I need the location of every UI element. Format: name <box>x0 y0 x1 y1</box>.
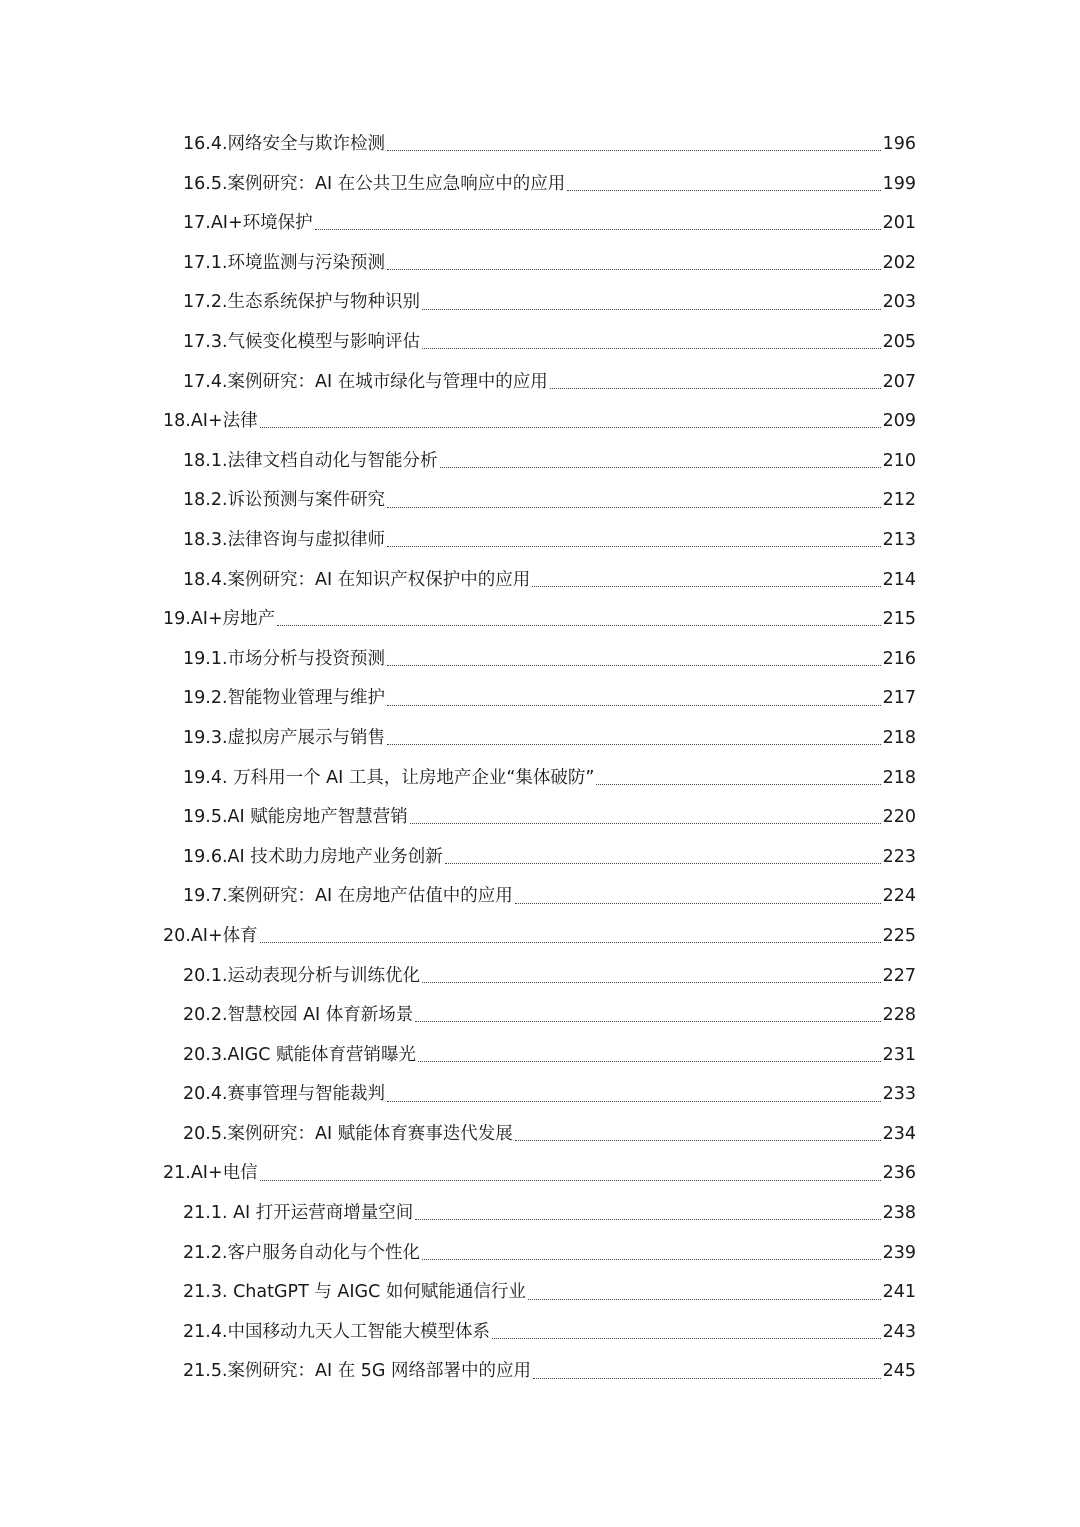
toc-entry-title: 20.AI+体育 <box>163 925 258 946</box>
toc-entry-page-number: 217 <box>882 688 916 709</box>
toc-entry-title: 20.1.运动表现分析与训练优化 <box>183 965 421 986</box>
toc-entry-title: 19.2.智能物业管理与维护 <box>183 688 386 709</box>
toc-entry-page-number: 241 <box>882 1282 916 1303</box>
toc-entry-page-number: 236 <box>882 1163 916 1184</box>
toc-entry-title: 18.AI+法律 <box>163 411 258 432</box>
toc-section-entry[interactable] <box>0 996 1080 1036</box>
toc-entry-page-number: 225 <box>882 925 916 946</box>
toc-entry-title: 20.2.智慧校园 AI 体育新场景 <box>183 1005 414 1026</box>
toc-section-entry[interactable] <box>0 165 1080 205</box>
dot-leader <box>387 1101 881 1102</box>
toc-section-entry[interactable] <box>0 1352 1080 1392</box>
toc-entry-page-number: 234 <box>882 1123 916 1144</box>
dot-leader <box>277 625 880 626</box>
toc-entry-page-number: 214 <box>882 569 916 590</box>
dot-leader <box>260 1180 881 1181</box>
toc-entry-title: 19.5.AI 赋能房地产智慧营销 <box>183 807 408 828</box>
toc-chapter-entry[interactable] <box>0 600 1080 640</box>
toc-section-entry[interactable] <box>0 877 1080 917</box>
toc-entry-title: 19.3.虚拟房产展示与销售 <box>183 727 386 748</box>
toc-entry-title: 21.2.客户服务自动化与个性化 <box>183 1242 421 1263</box>
toc-section-entry[interactable] <box>0 719 1080 759</box>
toc-section-entry[interactable] <box>0 244 1080 284</box>
dot-leader <box>596 784 880 785</box>
toc-section-entry[interactable] <box>0 1194 1080 1234</box>
dot-leader <box>260 427 881 428</box>
toc-entry-page-number: 210 <box>882 450 916 471</box>
toc-section-entry[interactable] <box>0 956 1080 996</box>
toc-entry-page-number: 218 <box>882 727 916 748</box>
toc-section-entry[interactable] <box>0 283 1080 323</box>
dot-leader <box>515 903 881 904</box>
toc-entry-title: 21.4.中国移动九天人工智能大模型体系 <box>183 1321 491 1342</box>
toc-section-entry[interactable] <box>0 442 1080 482</box>
toc-section-entry[interactable] <box>0 204 1080 244</box>
dot-leader <box>532 586 880 587</box>
dot-leader <box>422 982 881 983</box>
toc-entry-page-number: 224 <box>882 886 916 907</box>
toc-section-entry[interactable] <box>0 363 1080 403</box>
toc-entry-page-number: 209 <box>882 411 916 432</box>
toc-entry-title: 19.1.市场分析与投资预测 <box>183 648 386 669</box>
toc-entry-title: 19.4. 万科用一个 AI 工具，让房地产企业“集体破防” <box>183 767 595 788</box>
dot-leader <box>422 309 881 310</box>
toc-entry-page-number: 227 <box>882 965 916 986</box>
toc-section-entry[interactable] <box>0 1313 1080 1353</box>
dot-leader <box>410 823 881 824</box>
dot-leader <box>440 467 881 468</box>
toc-entry-title: 21.3. ChatGPT 与 AIGC 如何赋能通信行业 <box>183 1282 526 1303</box>
dot-leader <box>387 546 881 547</box>
dot-leader <box>422 1259 881 1260</box>
toc-section-entry[interactable] <box>0 125 1080 165</box>
toc-entry-title: 21.5.案例研究：AI 在 5G 网络部署中的应用 <box>183 1361 532 1382</box>
toc-entry-title: 21.1. AI 打开运营商增量空间 <box>183 1203 414 1224</box>
toc-entry-title: 20.4.赛事管理与智能裁判 <box>183 1084 386 1105</box>
dot-leader <box>387 507 881 508</box>
toc-entry-page-number: 239 <box>882 1242 916 1263</box>
table-of-contents <box>0 125 1080 1392</box>
toc-chapter-entry[interactable] <box>0 1154 1080 1194</box>
dot-leader <box>387 665 881 666</box>
toc-entry-title: 17.4.案例研究：AI 在城市绿化与管理中的应用 <box>183 371 548 392</box>
dot-leader <box>550 388 881 389</box>
toc-entry-page-number: 199 <box>882 173 916 194</box>
toc-entry-title: 17.3.气候变化模型与影响评估 <box>183 332 421 353</box>
toc-section-entry[interactable] <box>0 323 1080 363</box>
toc-section-entry[interactable] <box>0 759 1080 799</box>
toc-chapter-entry[interactable] <box>0 917 1080 957</box>
dot-leader <box>515 1140 881 1141</box>
toc-section-entry[interactable] <box>0 521 1080 561</box>
toc-entry-page-number: 205 <box>882 332 916 353</box>
toc-section-entry[interactable] <box>0 838 1080 878</box>
toc-entry-page-number: 228 <box>882 1005 916 1026</box>
toc-entry-title: 18.1.法律文档自动化与智能分析 <box>183 450 438 471</box>
dot-leader <box>418 1061 881 1062</box>
toc-entry-title: 18.2.诉讼预测与案件研究 <box>183 490 386 511</box>
toc-entry-title: 16.5.案例研究：AI 在公共卫生应急响应中的应用 <box>183 173 566 194</box>
toc-chapter-entry[interactable] <box>0 402 1080 442</box>
toc-section-entry[interactable] <box>0 1036 1080 1076</box>
toc-section-entry[interactable] <box>0 1234 1080 1274</box>
dot-leader <box>567 190 880 191</box>
toc-section-entry[interactable] <box>0 679 1080 719</box>
dot-leader <box>387 744 881 745</box>
dot-leader <box>315 229 881 230</box>
toc-entry-title: 18.3.法律咨询与虚拟律师 <box>183 529 386 550</box>
toc-entry-page-number: 245 <box>882 1361 916 1382</box>
toc-entry-page-number: 218 <box>882 767 916 788</box>
toc-entry-page-number: 201 <box>882 213 916 234</box>
toc-entry-title: 21.AI+电信 <box>163 1163 258 1184</box>
toc-entry-page-number: 212 <box>882 490 916 511</box>
dot-leader <box>533 1378 881 1379</box>
dot-leader <box>387 705 881 706</box>
toc-entry-title: 19.6.AI 技术助力房地产业务创新 <box>183 846 443 867</box>
dot-leader <box>387 269 881 270</box>
toc-entry-page-number: 207 <box>882 371 916 392</box>
dot-leader <box>415 1021 880 1022</box>
dot-leader <box>387 150 881 151</box>
dot-leader <box>260 942 881 943</box>
toc-entry-page-number: 220 <box>882 807 916 828</box>
toc-entry-title: 18.4.案例研究：AI 在知识产权保护中的应用 <box>183 569 531 590</box>
toc-entry-title: 17.2.生态系统保护与物种识别 <box>183 292 421 313</box>
toc-section-entry[interactable] <box>0 481 1080 521</box>
toc-entry-page-number: 202 <box>882 252 916 273</box>
toc-section-entry[interactable] <box>0 640 1080 680</box>
toc-entry-page-number: 233 <box>882 1084 916 1105</box>
toc-section-entry[interactable] <box>0 1273 1080 1313</box>
toc-section-entry[interactable] <box>0 1115 1080 1155</box>
toc-entry-title: 20.5.案例研究：AI 赋能体育赛事迭代发展 <box>183 1123 513 1144</box>
dot-leader <box>422 348 881 349</box>
dot-leader <box>445 863 881 864</box>
toc-entry-page-number: 243 <box>882 1321 916 1342</box>
toc-entry-title: 16.4.网络安全与欺诈检测 <box>183 134 386 155</box>
toc-entry-page-number: 238 <box>882 1203 916 1224</box>
toc-entry-title: 17.1.环境监测与污染预测 <box>183 252 386 273</box>
toc-entry-page-number: 231 <box>882 1044 916 1065</box>
toc-entry-page-number: 215 <box>882 609 916 630</box>
toc-entry-page-number: 196 <box>882 134 916 155</box>
toc-entry-page-number: 203 <box>882 292 916 313</box>
toc-entry-page-number: 216 <box>882 648 916 669</box>
toc-section-entry[interactable] <box>0 561 1080 601</box>
toc-entry-title: 20.3.AIGC 赋能体育营销曝光 <box>183 1044 417 1065</box>
dot-leader <box>415 1219 880 1220</box>
toc-entry-title: 19.7.案例研究：AI 在房地产估值中的应用 <box>183 886 513 907</box>
toc-entry-page-number: 213 <box>882 529 916 550</box>
toc-entry-page-number: 223 <box>882 846 916 867</box>
dot-leader <box>492 1338 881 1339</box>
toc-entry-title: 19.AI+房地产 <box>163 609 276 630</box>
toc-section-entry[interactable] <box>0 798 1080 838</box>
toc-section-entry[interactable] <box>0 1075 1080 1115</box>
toc-entry-title: 17.AI+环境保护 <box>183 213 313 234</box>
dot-leader <box>528 1299 881 1300</box>
